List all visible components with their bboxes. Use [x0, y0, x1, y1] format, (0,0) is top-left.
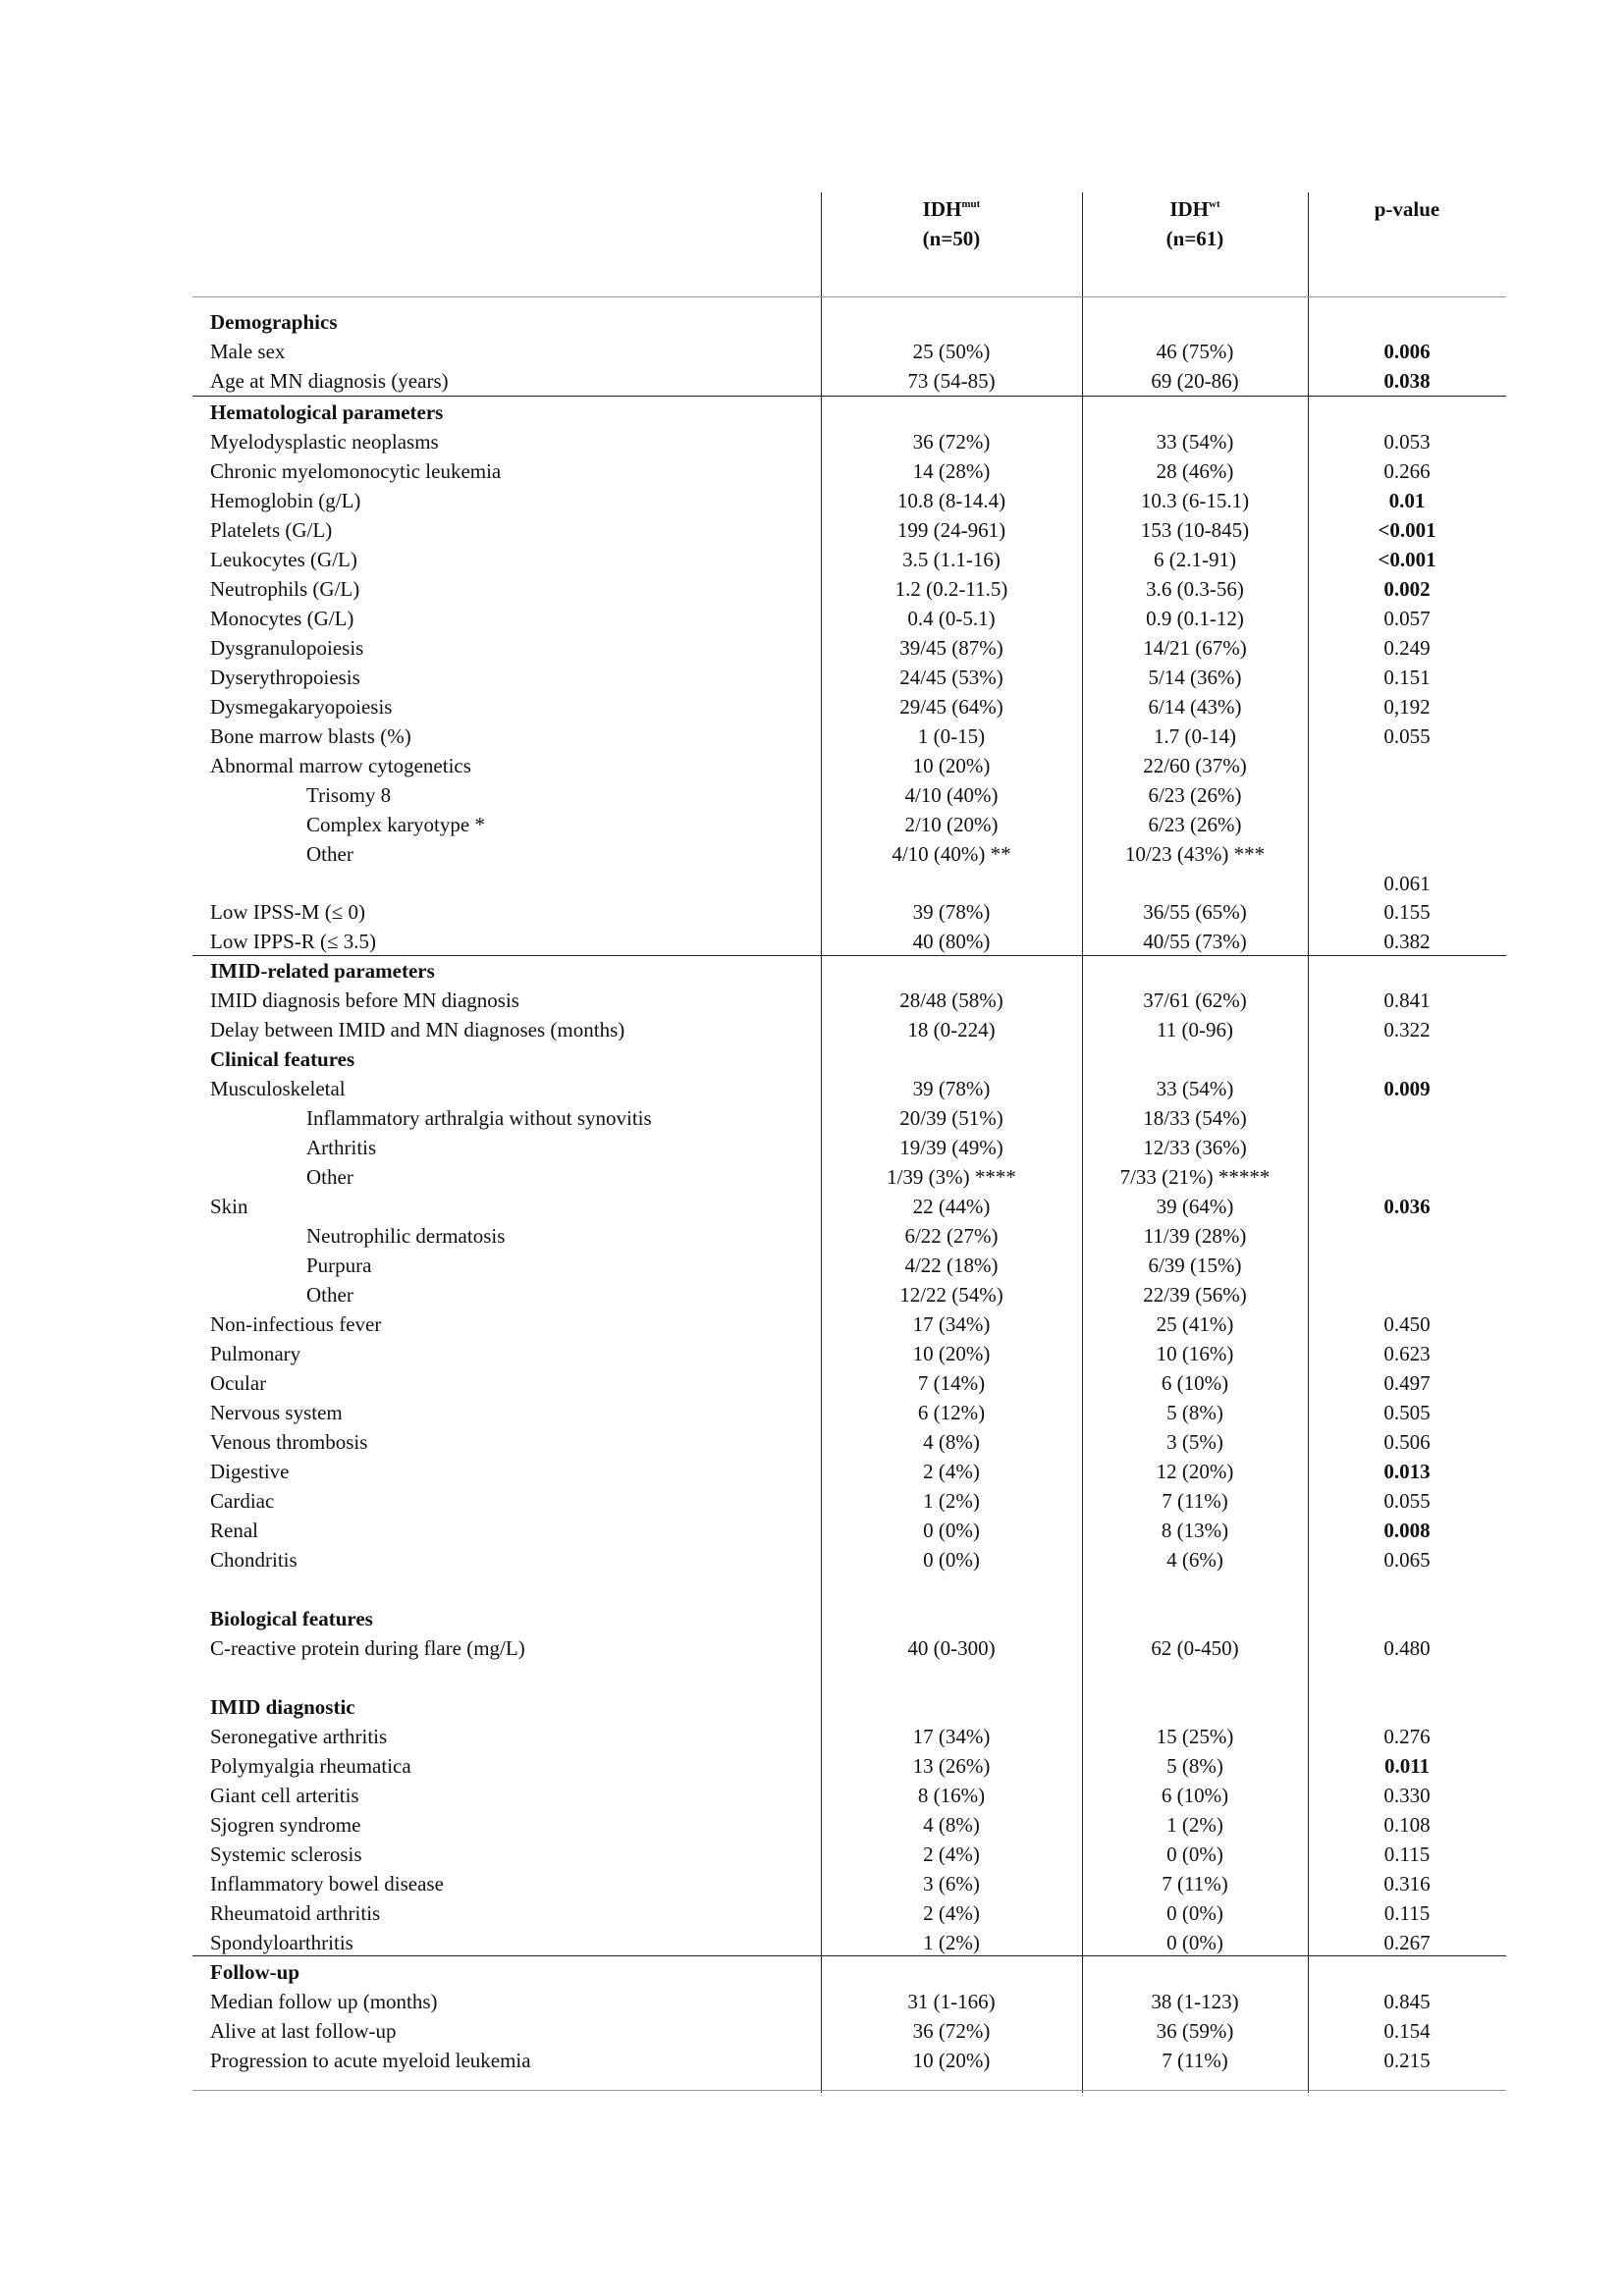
- cell-idh-mut: 10 (20%): [912, 754, 991, 777]
- row-label: Chondritis: [210, 1548, 298, 1572]
- section-heading: Biological features: [210, 1607, 373, 1630]
- cell-idh-wt: 12/33 (36%): [1143, 1136, 1247, 1159]
- header-p-value: [1308, 194, 1506, 224]
- section-rule-hematological: [192, 396, 1506, 397]
- table-row: [192, 1280, 1506, 1309]
- cell-p-value: 0.506: [1383, 1430, 1431, 1454]
- cell-idh-mut: 8 (16%): [917, 1784, 986, 1807]
- row-label: Systemic sclerosis: [210, 1842, 362, 1866]
- table-row: [192, 1044, 1506, 1074]
- cell-idh-mut: 17 (34%): [912, 1725, 991, 1748]
- cell-idh-mut: 10 (20%): [912, 2049, 991, 2072]
- cell-idh-wt: 22/60 (37%): [1143, 754, 1247, 777]
- cell-idh-wt: 6/23 (26%): [1148, 783, 1242, 807]
- cell-p-value: <0.001: [1378, 548, 1436, 571]
- header-idh-mut-title: IDH: [922, 197, 962, 221]
- table-row: [192, 897, 1506, 927]
- cell-idh-wt: 38 (1-123): [1151, 1990, 1239, 2013]
- cell-p-value: 0.108: [1383, 1813, 1431, 1837]
- cell-idh-mut: 40 (0-300): [907, 1636, 996, 1660]
- cell-idh-mut: 39 (78%): [912, 1077, 991, 1100]
- row-label: C-reactive protein during flare (mg/L): [210, 1636, 525, 1660]
- table-row: [192, 1928, 1506, 1957]
- table-row: [192, 1427, 1506, 1457]
- cell-idh-wt: 0 (0%): [1166, 1842, 1223, 1866]
- row-label: Venous thrombosis: [210, 1430, 368, 1454]
- cell-idh-wt: 28 (46%): [1156, 459, 1234, 483]
- table-row: [192, 366, 1506, 396]
- row-label: Age at MN diagnosis (years): [210, 369, 449, 393]
- cell-idh-wt: 3 (5%): [1166, 1430, 1223, 1454]
- cell-idh-wt: 5 (8%): [1166, 1754, 1223, 1778]
- cell-p-value: 0.006: [1383, 340, 1431, 363]
- row-label: Renal: [210, 1519, 258, 1542]
- row-label: Inflammatory bowel disease: [210, 1872, 444, 1896]
- table-row: [192, 721, 1506, 751]
- cell-p-value: 0.497: [1383, 1371, 1431, 1395]
- cell-p-value: 0.038: [1383, 369, 1431, 393]
- cell-p-value: 0.450: [1383, 1312, 1431, 1336]
- row-label: Inflammatory arthralgia without synovitis: [306, 1106, 652, 1130]
- cell-idh-wt: 10.3 (6-15.1): [1140, 489, 1250, 512]
- cell-p-value: 0.845: [1383, 1990, 1431, 2013]
- cell-p-value: 0.151: [1383, 666, 1431, 689]
- table-row: [192, 780, 1506, 810]
- row-label: Trisomy 8: [306, 783, 392, 807]
- table-row: [192, 1840, 1506, 1869]
- cell-idh-wt: 36/55 (65%): [1143, 900, 1247, 924]
- table-row: [192, 515, 1506, 545]
- cell-idh-mut: 36 (72%): [912, 2019, 991, 2043]
- row-label: Digestive: [210, 1460, 290, 1483]
- cell-p-value: 0,192: [1383, 695, 1431, 719]
- table-row: [192, 545, 1506, 574]
- cell-idh-mut: 19/39 (49%): [899, 1136, 1003, 1159]
- cell-idh-wt: 7 (11%): [1162, 2049, 1228, 2072]
- cell-p-value: <0.001: [1378, 518, 1436, 542]
- cell-idh-wt: 18/33 (54%): [1143, 1106, 1247, 1130]
- row-label: Other: [306, 1165, 353, 1189]
- cell-idh-wt: 153 (10-845): [1140, 518, 1250, 542]
- cell-idh-mut: 2 (4%): [923, 1901, 980, 1925]
- cell-idh-mut: 10 (20%): [912, 1342, 991, 1365]
- row-label: Non-infectious fever: [210, 1312, 382, 1336]
- table-row: [192, 1781, 1506, 1810]
- cell-idh-wt: 33 (54%): [1156, 1077, 1234, 1100]
- cell-p-value: 0.013: [1383, 1460, 1431, 1483]
- cell-idh-mut: 10.8 (8-14.4): [896, 489, 1006, 512]
- table-row: [192, 337, 1506, 366]
- cell-p-value: 0.055: [1383, 724, 1431, 748]
- cell-idh-wt: 15 (25%): [1156, 1725, 1234, 1748]
- cell-idh-mut: 7 (14%): [917, 1371, 986, 1395]
- cell-idh-mut: 6 (12%): [917, 1401, 986, 1424]
- cell-p-value: 0.055: [1383, 1489, 1431, 1513]
- header-idh-wt-sup: wt: [1209, 198, 1220, 210]
- table-row: [192, 398, 1506, 427]
- cell-p-value: 0.115: [1383, 1901, 1431, 1925]
- row-label: Median follow up (months): [210, 1990, 438, 2013]
- cell-p-value: 0.623: [1383, 1342, 1431, 1365]
- cell-idh-mut: 28/48 (58%): [899, 988, 1003, 1012]
- row-label: Alive at last follow-up: [210, 2019, 397, 2043]
- table-row: [192, 1987, 1506, 2016]
- row-label: Spondyloarthritis: [210, 1931, 353, 1954]
- row-label: Low IPSS-M (≤ 0): [210, 900, 365, 924]
- table-row: [192, 751, 1506, 780]
- cell-idh-mut: 2/10 (20%): [904, 813, 999, 836]
- cell-idh-wt: 22/39 (56%): [1143, 1283, 1247, 1307]
- cell-p-value: 0.115: [1383, 1842, 1431, 1866]
- cell-idh-wt: 6 (10%): [1161, 1784, 1229, 1807]
- row-label: Ocular: [210, 1371, 267, 1395]
- cell-idh-wt: 5/14 (36%): [1148, 666, 1242, 689]
- table-row: [192, 307, 1506, 337]
- section-heading: IMID diagnostic: [210, 1695, 355, 1719]
- cell-idh-mut: 4/22 (18%): [904, 1254, 999, 1277]
- cell-p-value: 0.266: [1383, 459, 1431, 483]
- cell-idh-mut: 73 (54-85): [907, 369, 996, 393]
- cell-idh-mut: 39 (78%): [912, 900, 991, 924]
- cell-idh-wt: 7 (11%): [1162, 1489, 1228, 1513]
- table-row: [192, 927, 1506, 956]
- cell-idh-mut: 24/45 (53%): [899, 666, 1003, 689]
- table-row: [192, 810, 1506, 839]
- cell-idh-mut: 31 (1-166): [907, 1990, 996, 2013]
- row-label: Low IPPS-R (≤ 3.5): [210, 930, 377, 953]
- cell-idh-mut: 3.5 (1.1-16): [902, 548, 1001, 571]
- table-row: [192, 2046, 1506, 2075]
- cell-p-value: 0.267: [1383, 1931, 1431, 1954]
- table-row: [192, 1398, 1506, 1427]
- section-heading: IMID-related parameters: [210, 959, 435, 983]
- header-idh-mut: [821, 194, 1082, 253]
- table-row: [192, 1103, 1506, 1133]
- table-row: [192, 1221, 1506, 1251]
- cell-idh-wt: 6 (2.1-91): [1154, 548, 1236, 571]
- cell-idh-wt: 12 (20%): [1156, 1460, 1234, 1483]
- section-heading: Clinical features: [210, 1047, 355, 1071]
- cell-idh-wt: 33 (54%): [1156, 430, 1234, 454]
- cell-idh-mut: 1/39 (3%) ****: [887, 1165, 1016, 1189]
- cell-idh-wt: 6/14 (43%): [1148, 695, 1242, 719]
- cell-idh-wt: 14/21 (67%): [1143, 636, 1247, 660]
- row-label: Progression to acute myeloid leukemia: [210, 2049, 531, 2072]
- table-row: [192, 1074, 1506, 1103]
- header-rule: [192, 296, 1506, 297]
- cell-p-value: 0.276: [1383, 1725, 1431, 1748]
- table-row: [192, 1516, 1506, 1545]
- table-row: [192, 456, 1506, 486]
- table-row: [192, 1751, 1506, 1781]
- cell-p-value: 0.061: [1383, 872, 1431, 895]
- cell-idh-wt: 4 (6%): [1166, 1548, 1223, 1572]
- table-row: [192, 1457, 1506, 1486]
- cell-p-value: 0.505: [1383, 1401, 1431, 1424]
- cell-idh-wt: 62 (0-450): [1151, 1636, 1239, 1660]
- row-label: Leukocytes (G/L): [210, 548, 357, 571]
- table-row: [192, 1339, 1506, 1368]
- table-row: [192, 956, 1506, 986]
- table-row: [192, 1133, 1506, 1162]
- header-idh-mut-n: (n=50): [922, 227, 981, 250]
- cell-idh-wt: 6 (10%): [1161, 1371, 1229, 1395]
- row-label: Polymyalgia rheumatica: [210, 1754, 411, 1778]
- cell-idh-wt: 11/39 (28%): [1143, 1224, 1247, 1248]
- cell-idh-mut: 1.2 (0.2-11.5): [894, 577, 1008, 601]
- row-label: Skin: [210, 1195, 248, 1218]
- cell-idh-mut: 1 (2%): [923, 1931, 980, 1954]
- cell-idh-mut: 0.4 (0-5.1): [907, 607, 996, 630]
- cell-idh-wt: 1 (2%): [1166, 1813, 1223, 1837]
- cell-idh-wt: 0.9 (0.1-12): [1146, 607, 1244, 630]
- table-row: [192, 486, 1506, 515]
- table-row: [192, 604, 1506, 633]
- table-row: [192, 1898, 1506, 1928]
- table-row: [192, 2016, 1506, 2046]
- row-label: Arthritis: [306, 1136, 377, 1159]
- row-label: Nervous system: [210, 1401, 343, 1424]
- row-label: Male sex: [210, 340, 286, 363]
- cell-idh-mut: 6/22 (27%): [904, 1224, 999, 1248]
- cell-idh-mut: 1 (2%): [923, 1489, 980, 1513]
- cell-p-value: 0.480: [1383, 1636, 1431, 1660]
- table-row: [192, 1692, 1506, 1722]
- cell-idh-wt: 37/61 (62%): [1143, 988, 1247, 1012]
- table-row: [192, 1309, 1506, 1339]
- cell-idh-wt: 25 (41%): [1156, 1312, 1234, 1336]
- row-label: Pulmonary: [210, 1342, 301, 1365]
- cell-p-value: 0.011: [1383, 1754, 1431, 1778]
- header-idh-mut-sup: mut: [961, 198, 981, 210]
- row-label: Monocytes (G/L): [210, 607, 354, 630]
- cell-p-value: 0.215: [1383, 2049, 1431, 2072]
- section-heading: Follow-up: [210, 1960, 300, 1984]
- cell-idh-mut: 2 (4%): [923, 1460, 980, 1483]
- cell-p-value: 0.002: [1383, 577, 1431, 601]
- row-label: Purpura: [306, 1254, 372, 1277]
- row-label: Chronic myelomonocytic leukemia: [210, 459, 502, 483]
- row-label: Complex karyotype *: [306, 813, 485, 836]
- cell-idh-mut: 20/39 (51%): [899, 1106, 1003, 1130]
- cell-idh-mut: 39/45 (87%): [899, 636, 1003, 660]
- row-label: Other: [306, 842, 353, 866]
- table-row: [192, 1957, 1506, 1987]
- header-p-value-title: p-value: [1374, 197, 1440, 221]
- cell-idh-wt: 46 (75%): [1156, 340, 1234, 363]
- table-row: [192, 1192, 1506, 1221]
- cell-idh-mut: 18 (0-224): [907, 1018, 996, 1041]
- cell-p-value: 0.330: [1383, 1784, 1431, 1807]
- cell-p-value: 0.009: [1383, 1077, 1431, 1100]
- table-row: [192, 692, 1506, 721]
- cell-p-value: 0.01: [1388, 489, 1426, 512]
- cell-idh-mut: 17 (34%): [912, 1312, 991, 1336]
- row-label: Dysgranulopoiesis: [210, 636, 364, 660]
- cell-idh-mut: 1 (0-15): [917, 724, 986, 748]
- cell-p-value: 0.154: [1383, 2019, 1431, 2043]
- cell-idh-mut: 36 (72%): [912, 430, 991, 454]
- cell-idh-wt: 7 (11%): [1162, 1872, 1228, 1896]
- comparison-table: [192, 192, 1506, 2093]
- cell-idh-mut: 4/10 (40%): [904, 783, 999, 807]
- row-label: Abnormal marrow cytogenetics: [210, 754, 471, 777]
- cell-p-value: 0.065: [1383, 1548, 1431, 1572]
- cell-idh-mut: 40 (80%): [912, 930, 991, 953]
- row-label: Giant cell arteritis: [210, 1784, 359, 1807]
- row-label: Dyserythropoiesis: [210, 666, 360, 689]
- cell-idh-wt: 39 (64%): [1156, 1195, 1234, 1218]
- table-row: [192, 1633, 1506, 1663]
- row-label: Neutrophilic dermatosis: [306, 1224, 506, 1248]
- cell-idh-mut: 3 (6%): [923, 1872, 980, 1896]
- cell-idh-mut: 199 (24-961): [896, 518, 1006, 542]
- table-row: [192, 1015, 1506, 1044]
- table-row: [192, 1545, 1506, 1575]
- header-idh-wt-n: (n=61): [1165, 227, 1224, 250]
- row-label: Neutrophils (G/L): [210, 577, 360, 601]
- cell-idh-wt: 0 (0%): [1166, 1901, 1223, 1925]
- cell-p-value: 0.036: [1383, 1195, 1431, 1218]
- cell-idh-wt: 10/23 (43%) ***: [1124, 842, 1266, 866]
- cell-idh-wt: 6/23 (26%): [1148, 813, 1242, 836]
- row-label: Rheumatoid arthritis: [210, 1901, 381, 1925]
- cell-p-value: 0.053: [1383, 430, 1431, 454]
- cell-idh-wt: 69 (20-86): [1151, 369, 1239, 393]
- row-label: Seronegative arthritis: [210, 1725, 388, 1748]
- cell-idh-mut: 14 (28%): [912, 459, 991, 483]
- cell-idh-wt: 11 (0-96): [1157, 1018, 1233, 1041]
- row-label: Hemoglobin (g/L): [210, 489, 361, 512]
- table-row: [192, 1162, 1506, 1192]
- row-label: Sjogren syndrome: [210, 1813, 361, 1837]
- cell-idh-wt: 8 (13%): [1161, 1519, 1229, 1542]
- cell-idh-wt: 10 (16%): [1156, 1342, 1234, 1365]
- cell-idh-mut: 4/10 (40%) **: [892, 842, 1011, 866]
- cell-idh-wt: 6/39 (15%): [1148, 1254, 1242, 1277]
- cell-p-value: 0.008: [1383, 1519, 1431, 1542]
- row-label: Cardiac: [210, 1489, 275, 1513]
- cell-p-value: 0.316: [1383, 1872, 1431, 1896]
- cell-idh-mut: 4 (8%): [923, 1813, 980, 1837]
- row-label: Platelets (G/L): [210, 518, 333, 542]
- cell-idh-wt: 40/55 (73%): [1143, 930, 1247, 953]
- cell-idh-mut: 0 (0%): [923, 1548, 980, 1572]
- cell-p-value: 0.155: [1383, 900, 1431, 924]
- table-row: [192, 1486, 1506, 1516]
- row-label: Other: [306, 1283, 353, 1307]
- cell-idh-mut: 22 (44%): [912, 1195, 991, 1218]
- table-row: [192, 633, 1506, 663]
- table-row: [192, 1368, 1506, 1398]
- cell-idh-mut: 13 (26%): [912, 1754, 991, 1778]
- table-row: [192, 1810, 1506, 1840]
- header-idh-wt: [1082, 194, 1308, 253]
- row-label: IMID diagnosis before MN diagnosis: [210, 988, 519, 1012]
- cell-idh-wt: 0 (0%): [1166, 1931, 1223, 1954]
- row-label: Musculoskeletal: [210, 1077, 346, 1100]
- header-idh-wt-title: IDH: [1169, 197, 1210, 221]
- table-row: [192, 869, 1506, 898]
- cell-idh-mut: 12/22 (54%): [899, 1283, 1003, 1307]
- row-label: Delay between IMID and MN diagnoses (months): [210, 1018, 625, 1041]
- table-row: [192, 986, 1506, 1015]
- cell-p-value: 0.057: [1383, 607, 1431, 630]
- cell-p-value: 0.322: [1383, 1018, 1431, 1041]
- cell-idh-wt: 36 (59%): [1156, 2019, 1234, 2043]
- section-heading: Hematological parameters: [210, 400, 444, 424]
- row-label: Bone marrow blasts (%): [210, 724, 411, 748]
- cell-idh-wt: 5 (8%): [1166, 1401, 1223, 1424]
- cell-idh-mut: 0 (0%): [923, 1519, 980, 1542]
- table-row: [192, 663, 1506, 692]
- cell-idh-wt: 7/33 (21%) *****: [1119, 1165, 1271, 1189]
- table-row: [192, 1869, 1506, 1898]
- row-label: Myelodysplastic neoplasms: [210, 430, 439, 454]
- table-row: [192, 1251, 1506, 1280]
- cell-idh-mut: 4 (8%): [923, 1430, 980, 1454]
- table-row: [192, 427, 1506, 456]
- row-label: Dysmegakaryopoiesis: [210, 695, 393, 719]
- cell-p-value: 0.382: [1383, 930, 1431, 953]
- cell-idh-mut: 29/45 (64%): [899, 695, 1003, 719]
- cell-p-value: 0.841: [1383, 988, 1431, 1012]
- table-row: [192, 574, 1506, 604]
- cell-idh-wt: 3.6 (0.3-56): [1146, 577, 1244, 601]
- table-row: [192, 1604, 1506, 1633]
- cell-idh-mut: 2 (4%): [923, 1842, 980, 1866]
- bottom-rule: [192, 2090, 1506, 2091]
- table-row: [192, 1722, 1506, 1751]
- cell-idh-wt: 1.7 (0-14): [1154, 724, 1236, 748]
- table-row: [192, 839, 1506, 869]
- cell-p-value: 0.249: [1383, 636, 1431, 660]
- section-heading: Demographics: [210, 310, 338, 334]
- cell-idh-mut: 25 (50%): [912, 340, 991, 363]
